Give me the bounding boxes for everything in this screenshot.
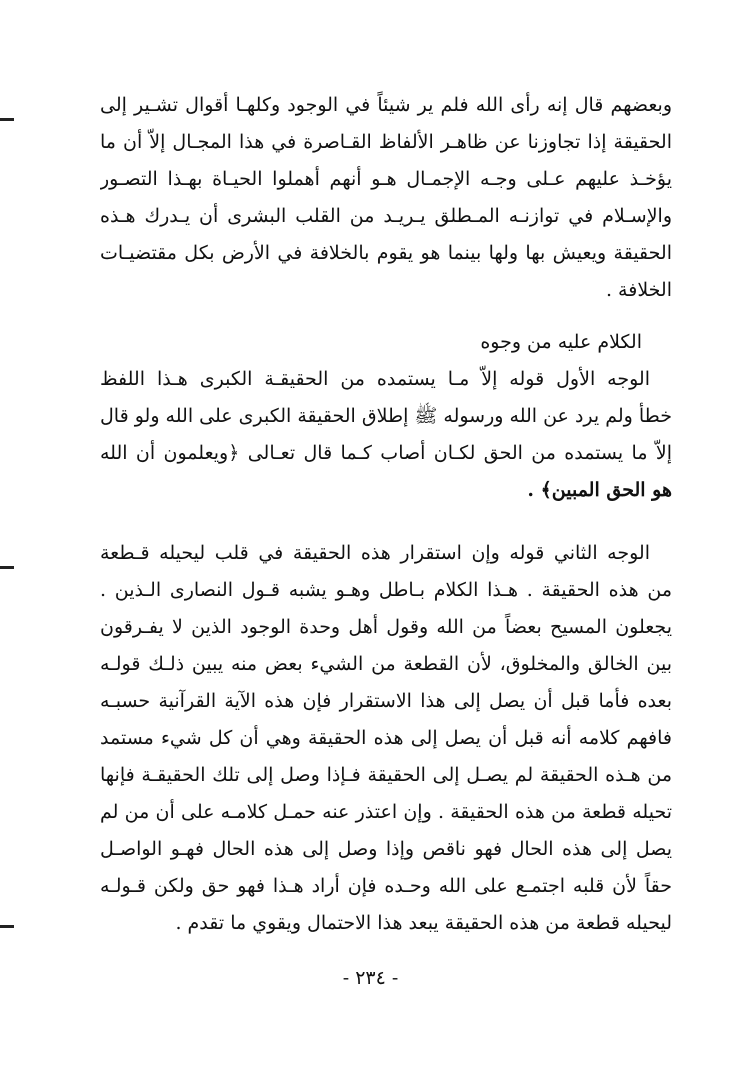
text-line: الحقيقة إذا تجاوزنا عن ظاهـر الألفاظ القـاصرة في هذا المجـال إلاّ أن ما bbox=[100, 131, 672, 153]
paragraph-sufi-statements bbox=[100, 87, 672, 309]
text-line: يؤخـذ عليهم عـلى وجـه الإجمـال هـو أنهم أهملوا الحيـاة بهـذا التصـور bbox=[100, 168, 672, 190]
quran-verse-line: هو الحق المبين﴾ . bbox=[527, 479, 672, 501]
text-line: من هذه الحقيقة . هـذا الكلام بـاطل وهـو يشبه قـول النصارى الـذين . bbox=[100, 579, 672, 601]
text-line: يجعلون المسيح بعضاً من الله وقول أهل وحدة الوجود الذين لا يفـرقون bbox=[100, 616, 672, 638]
section-heading: الكلام عليه من وجوه bbox=[480, 331, 642, 353]
text-line: بعده فأما قبل أن يصل إلى هذا الاستقرار فإن هذه الآية القرآنية حسبـه bbox=[100, 690, 672, 712]
text-line: الوجه الثاني قوله وإن استقرار هذه الحقيقة في قلب ليحيله قـطعة bbox=[100, 542, 650, 564]
text-line: تحيله قطعة من هذه الحقيقة . وإن اعتذر عنه حمـل كلامـه على أن من لم bbox=[100, 801, 672, 823]
paragraph-first-aspect bbox=[100, 324, 672, 509]
margin-mark bbox=[0, 566, 14, 569]
margin-mark bbox=[0, 118, 14, 121]
text-line: والإسـلام في توازنـه المـطلق يـريـد من القلب البشرى أن يـدرك هـذه bbox=[100, 205, 672, 227]
text-line: إلاّ ما يستمده من الحق لكـان أصاب كـما قال تعـالى ﴿ويعلمون أن الله bbox=[100, 442, 672, 464]
text-line: فافهم كلامه أنه قبل أن يصل إلى هذه الحقيقة وهي أن كل شيء مستمد bbox=[100, 727, 672, 749]
text-line: ليحيله قطعة من هذه الحقيقة يبعد هذا الاحتمال ويقوي ما تقدم . bbox=[175, 912, 672, 934]
text-line: من هـذه الحقيقة لم يصـل إلى الحقيقة فـإذا وصل إلى تلك الحقيقـة فإنها bbox=[100, 764, 672, 786]
text-line: بين الخالق والمخلوق، لأن القطعة من الشيء بعض منه يبين ذلـك قولـه bbox=[100, 653, 672, 675]
text-line: وبعضهم قال إنه رأى الله فلم ير شيئاً في الوجود وكلهـا أقوال تشـير إلى bbox=[100, 94, 672, 116]
text-line: حقاً لأن قلبه اجتمـع على الله وحـده فإن أراد هـذا فهو حق ولكن قـولـه bbox=[100, 875, 672, 897]
margin-mark bbox=[0, 925, 14, 928]
page-number: - ٢٣٤ - bbox=[342, 967, 399, 989]
paragraph-second-aspect bbox=[100, 535, 672, 942]
text-line: الحقيقة ويعيش بها ولها بينما هو يقوم بالخلافة في الأرض بكل مقتضيـات bbox=[100, 242, 672, 264]
text-line: الوجه الأول قوله إلاّ مـا يستمده من الحقيقـة الكبرى هـذا اللفظ bbox=[100, 368, 650, 390]
text-line: الخلافة . bbox=[605, 279, 672, 301]
text-line: خطأ ولم يرد عن الله ورسوله ﷺ إطلاق الحقيقة الكبرى على الله ولو قال bbox=[100, 405, 672, 427]
text-line: يصل إلى هذه الحال فهو ناقص وإذا وصل إلى هذه الحال فهـو الواصـل bbox=[100, 838, 672, 860]
